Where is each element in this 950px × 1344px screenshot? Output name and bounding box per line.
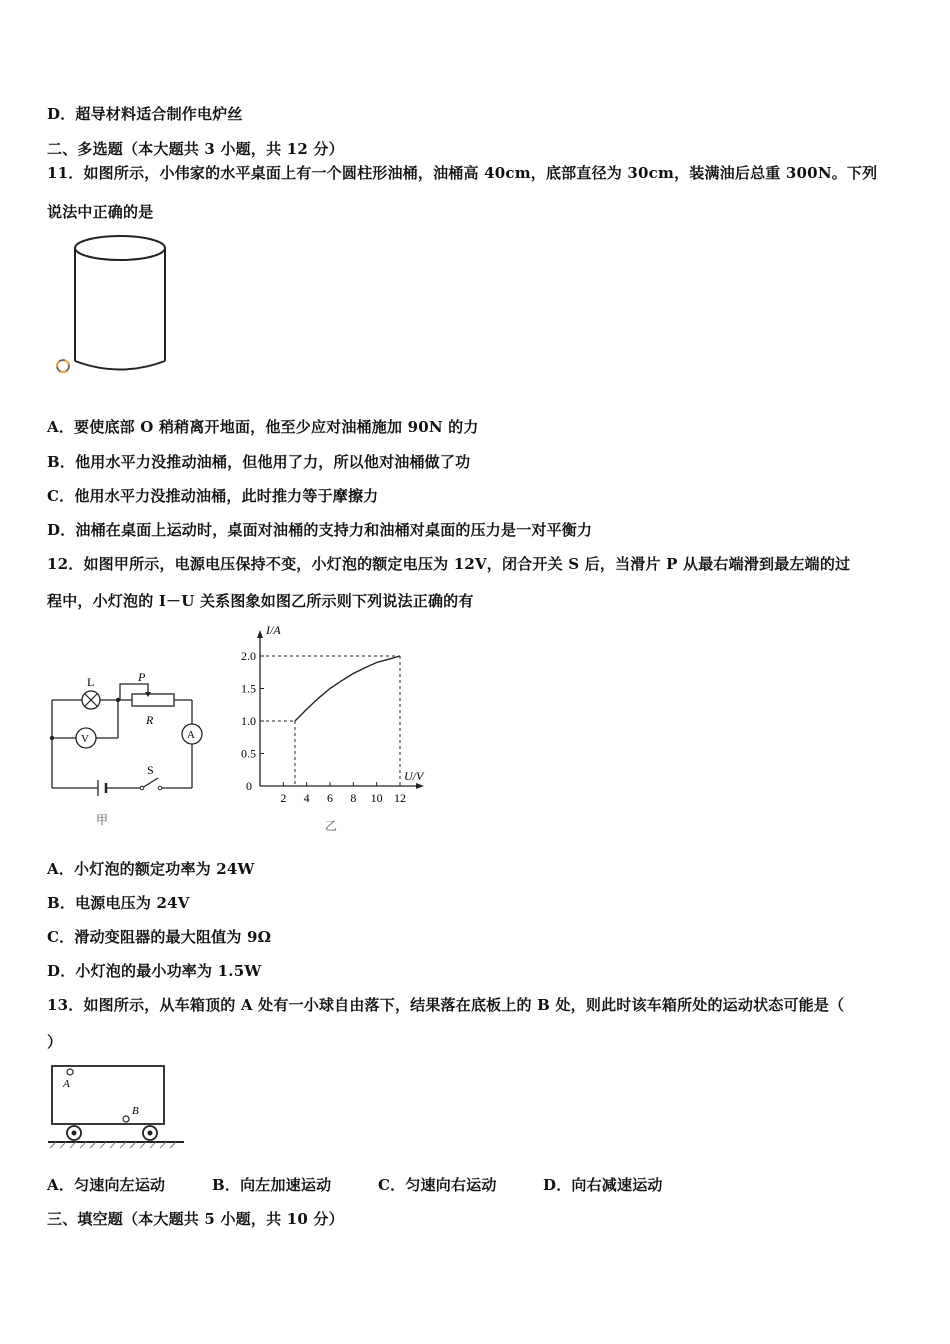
- chart-x-tick-label: 8: [350, 791, 357, 805]
- q13-option-c: C．匀速向右运动: [378, 1176, 497, 1194]
- chart-origin-label: 0: [246, 779, 252, 793]
- iu-chart: [225, 618, 435, 840]
- q13-option-b: B．向左加速运动: [212, 1176, 332, 1194]
- chart-series-line: [295, 656, 400, 721]
- chart-x-tick-label: 12: [394, 791, 406, 805]
- chart-y-tick-label: 0.5: [241, 746, 256, 761]
- q11-option-b: B．他用水平力没推动油桶，但他用了力，所以他对油桶做了功: [47, 453, 471, 471]
- q13-option-a: A．匀速向左运动: [47, 1176, 166, 1194]
- q12-stem-line2: 程中，小灯泡的 I－U 关系图象如图乙所示则下列说法正确的有: [47, 592, 474, 610]
- q11-stem-line1: 11．如图所示，小伟家的水平桌面上有一个圆柱形油桶，油桶高 40cm，底部直径为 30cm，装满油后总重 300N。下列: [47, 164, 878, 182]
- circuit-diagram: [40, 670, 215, 835]
- q13-stem-line1: 13．如图所示，从车箱顶的 A 处有一小球自由落下，结果落在底板上的 B 处，则此时该车箱所处的运动状态可能是（: [47, 996, 845, 1014]
- drum-bottom-arc: [75, 361, 165, 370]
- q11-stem-line2: 说法中正确的是: [47, 203, 154, 221]
- lamp-label: L: [87, 675, 95, 689]
- rheostat-label: R: [146, 713, 154, 727]
- q12-stem-line1: 12．如图甲所示，电源电压保持不变，小灯泡的额定电压为 12V，闭合开关 S 后，当滑片 P 从最右端滑到最左端的过: [47, 555, 851, 573]
- q12-option-c: C．滑动变阻器的最大阻值为 9Ω: [47, 928, 272, 946]
- chart-y-axis-arrow: [257, 630, 263, 638]
- chart-x-tick-label: 6: [327, 791, 333, 805]
- q11-option-a: A．要使底部 O 稍稍离开地面，他至少应对油桶施加 90N 的力: [47, 418, 479, 436]
- label-b: B: [132, 1105, 139, 1117]
- ball-a: [67, 1069, 73, 1075]
- q12-option-b: B．电源电压为 24V: [47, 894, 190, 912]
- chart-y-axis-label: I/A: [266, 623, 281, 637]
- q13-option-d: D．向右减速运动: [543, 1176, 663, 1194]
- ammeter-label: A: [187, 729, 195, 741]
- q11-option-c: C．他用水平力没推动油桶，此时推力等于摩擦力: [47, 487, 379, 505]
- chart-caption: 乙: [325, 819, 338, 833]
- q10-option-d: D．超导材料适合制作电炉丝: [47, 105, 243, 123]
- chart-y-tick-label: 1.5: [241, 681, 256, 696]
- chart-y-tick-label: 1.0: [241, 714, 256, 728]
- chart-x-tick-label: 4: [303, 791, 310, 805]
- chart-x-tick-label: 10: [370, 791, 383, 805]
- switch-label: S: [147, 763, 154, 777]
- slider-label: P: [138, 670, 146, 684]
- section2-title: 二、多选题（本大题共 3 小题，共 12 分）: [47, 140, 344, 158]
- section3-title: 三、填空题（本大题共 5 小题，共 10 分）: [47, 1210, 344, 1228]
- q13-stem-line2: ）: [47, 1033, 63, 1051]
- oil-drum-figure: [50, 228, 180, 380]
- chart-x-axis-arrow: [416, 783, 424, 789]
- chart-y-tick-label: 2.0: [241, 649, 256, 663]
- chart-x-axis-label: U/V: [404, 769, 424, 783]
- chart-x-tick-label: 2: [280, 791, 287, 805]
- circuit-caption: 甲: [96, 813, 109, 827]
- carriage-figure: [46, 1062, 186, 1150]
- ball-b: [123, 1116, 129, 1122]
- voltmeter-label: V: [81, 733, 89, 745]
- drum-top-ellipse: [75, 236, 165, 260]
- label-a: A: [63, 1078, 70, 1090]
- q11-option-d: D．油桶在桌面上运动时，桌面对油桶的支持力和油桶对桌面的压力是一对平衡力: [47, 521, 593, 539]
- q12-option-a: A．小灯泡的额定功率为 24W: [47, 860, 255, 878]
- q12-option-d: D．小灯泡的最小功率为 1.5W: [47, 962, 262, 980]
